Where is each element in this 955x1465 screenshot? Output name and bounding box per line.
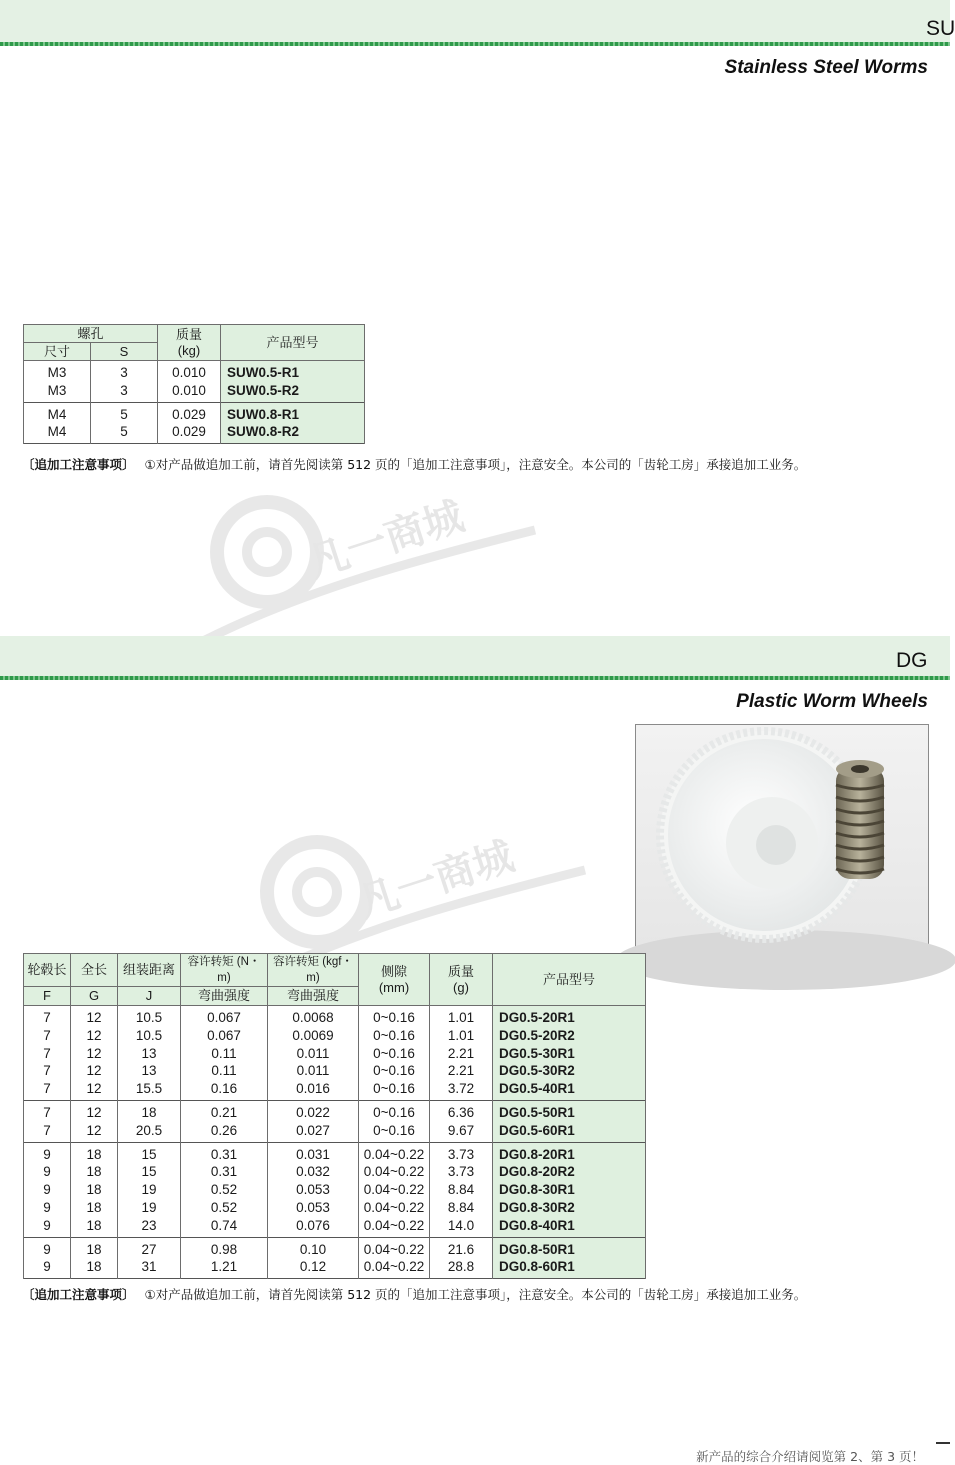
cell-torque-kgfm: 0.10 [268, 1237, 359, 1258]
table-row [24, 423, 365, 443]
cell-mass: 0.029 [158, 402, 221, 423]
cell-mass: 9.67 [430, 1122, 493, 1142]
cell-backlash: 0~0.16 [359, 1045, 430, 1063]
cell-mass: 21.6 [430, 1237, 493, 1258]
cell-model: DG0.5-20R1 [493, 1006, 646, 1027]
cell-total-length: 18 [71, 1142, 118, 1163]
cell-torque-nm: 0.21 [181, 1100, 268, 1121]
cell-mass: 2.21 [430, 1045, 493, 1063]
cell-mass: 28.8 [430, 1258, 493, 1278]
cell-mass: 1.01 [430, 1027, 493, 1045]
cell-s: 5 [91, 402, 158, 423]
table-row [24, 1142, 646, 1163]
cell-torque-nm: 0.98 [181, 1237, 268, 1258]
header-j: J [118, 987, 181, 1006]
cell-torque-kgfm: 0.053 [268, 1181, 359, 1199]
note-label: 〔追加工注意事项〕 [22, 1287, 135, 1302]
cell-backlash: 0.04~0.22 [359, 1181, 430, 1199]
header-torque-nm: 容许转矩 (N・m) [181, 954, 268, 987]
cell-backlash: 0.04~0.22 [359, 1163, 430, 1181]
cell-model: DG0.8-20R1 [493, 1142, 646, 1163]
cell-hub-length: 9 [24, 1142, 71, 1163]
header-mass-unit: (kg) [177, 342, 201, 358]
header-mass [158, 325, 221, 361]
worm-wheel-image [636, 725, 928, 950]
cell-mass: 8.84 [430, 1181, 493, 1199]
cell-model: DG0.8-30R2 [493, 1199, 646, 1217]
cell-total-length: 18 [71, 1163, 118, 1181]
footer-note: 新产品的综合介绍请阅览第 2、第 3 页！ [696, 1449, 924, 1464]
cell-hub-length: 9 [24, 1163, 71, 1181]
table-row [24, 1062, 646, 1080]
cell-total-length: 12 [71, 1122, 118, 1142]
cell-mass: 6.36 [430, 1100, 493, 1121]
header-model: 产品型号 [493, 954, 646, 1006]
table-row [24, 1258, 646, 1278]
cell-hub-length: 9 [24, 1237, 71, 1258]
cell-size: M4 [24, 423, 91, 443]
cell-backlash: 0~0.16 [359, 1080, 430, 1100]
cell-torque-nm: 1.21 [181, 1258, 268, 1278]
cell-torque-nm: 0.31 [181, 1163, 268, 1181]
header-f: F [24, 987, 71, 1006]
cell-total-length: 18 [71, 1217, 118, 1237]
header-hub-length: 轮毂长 [24, 954, 71, 987]
cell-model: SUW0.5-R2 [221, 382, 365, 402]
table-row [24, 1080, 646, 1100]
cell-torque-kgfm: 0.022 [268, 1100, 359, 1121]
cell-model: DG0.5-20R2 [493, 1027, 646, 1045]
table-group [24, 402, 365, 444]
cell-hub-length: 7 [24, 1122, 71, 1142]
cell-model: DG0.5-60R1 [493, 1122, 646, 1142]
section-code: DG [896, 649, 928, 672]
cell-mass: 2.21 [430, 1062, 493, 1080]
cell-backlash: 0.04~0.22 [359, 1217, 430, 1237]
cell-backlash: 0~0.16 [359, 1006, 430, 1027]
cell-mounting-distance: 10.5 [118, 1027, 181, 1045]
header-mass-label: 质量 [447, 963, 474, 979]
cell-torque-nm: 0.52 [181, 1181, 268, 1199]
table-row [24, 1122, 646, 1142]
header-mass-unit: (g) [453, 979, 469, 995]
cell-total-length: 12 [71, 1045, 118, 1063]
cell-torque-kgfm: 0.0069 [268, 1027, 359, 1045]
header-torque-kgfm: 容许转矩 (kgf・m) [268, 954, 359, 987]
cell-hub-length: 9 [24, 1258, 71, 1278]
cell-backlash: 0.04~0.22 [359, 1142, 430, 1163]
section-header-band [0, 636, 950, 678]
cell-mass: 8.84 [430, 1199, 493, 1217]
cell-backlash: 0~0.16 [359, 1062, 430, 1080]
table-row [24, 1181, 646, 1199]
cell-hub-length: 9 [24, 1217, 71, 1237]
cell-model: SUW0.8-R2 [221, 423, 365, 443]
cell-model: DG0.8-40R1 [493, 1217, 646, 1237]
note-text: ①对产品做追加工前，请首先阅读第 512 页的「追加工注意事项」，注意安全。本公司的「齿轮工房」承接追加工业务。 [144, 457, 807, 472]
header-hole: 螺孔 [24, 325, 158, 343]
cell-mounting-distance: 15.5 [118, 1080, 181, 1100]
cell-total-length: 12 [71, 1080, 118, 1100]
cell-torque-kgfm: 0.011 [268, 1045, 359, 1063]
header-backlash-unit: (mm) [378, 979, 410, 995]
cell-hub-length: 7 [24, 1080, 71, 1100]
cell-total-length: 12 [71, 1062, 118, 1080]
cell-hub-length: 9 [24, 1199, 71, 1217]
cell-torque-nm: 0.067 [181, 1027, 268, 1045]
cell-model: DG0.8-60R1 [493, 1258, 646, 1278]
cell-hub-length: 7 [24, 1027, 71, 1045]
cell-mounting-distance: 27 [118, 1237, 181, 1258]
cell-mounting-distance: 23 [118, 1217, 181, 1237]
cell-model: SUW0.8-R1 [221, 402, 365, 423]
watermark-text: 凡一商城 [352, 833, 520, 927]
cell-torque-kgfm: 0.027 [268, 1122, 359, 1142]
cell-model: DG0.5-30R1 [493, 1045, 646, 1063]
cell-total-length: 18 [71, 1181, 118, 1199]
cell-total-length: 18 [71, 1258, 118, 1278]
cell-torque-kgfm: 0.011 [268, 1062, 359, 1080]
cell-torque-nm: 0.16 [181, 1080, 268, 1100]
watermark-logo [185, 470, 545, 660]
cell-mass: 3.72 [430, 1080, 493, 1100]
cell-mounting-distance: 13 [118, 1045, 181, 1063]
cell-mounting-distance: 19 [118, 1199, 181, 1217]
cell-model: DG0.5-50R1 [493, 1100, 646, 1121]
suw-spec-table [23, 324, 365, 444]
cell-size: M4 [24, 402, 91, 423]
header-rule [0, 42, 950, 46]
section-header-band [0, 0, 950, 44]
table-group [24, 361, 365, 403]
cell-backlash: 0.04~0.22 [359, 1199, 430, 1217]
cell-mounting-distance: 20.5 [118, 1122, 181, 1142]
machining-note [22, 1285, 806, 1303]
section-title: Stainless Steel Worms [724, 57, 928, 78]
cell-torque-nm: 0.067 [181, 1006, 268, 1027]
cell-mass: 0.010 [158, 361, 221, 382]
cell-torque-nm: 0.74 [181, 1217, 268, 1237]
header-bending-strength: 弯曲强度 [268, 987, 359, 1006]
cell-backlash: 0.04~0.22 [359, 1237, 430, 1258]
cell-torque-kgfm: 0.12 [268, 1258, 359, 1278]
header-total-length: 全长 [71, 954, 118, 987]
table-row [24, 1217, 646, 1237]
table-row [24, 402, 365, 423]
cell-backlash: 0~0.16 [359, 1122, 430, 1142]
header-s: S [91, 343, 158, 361]
cell-mounting-distance: 31 [118, 1258, 181, 1278]
header-backlash [359, 954, 430, 1006]
header-rule [0, 676, 950, 680]
cell-mass: 14.0 [430, 1217, 493, 1237]
table-row [24, 361, 365, 382]
cell-torque-nm: 0.26 [181, 1122, 268, 1142]
cell-total-length: 12 [71, 1006, 118, 1027]
cell-torque-kgfm: 0.0068 [268, 1006, 359, 1027]
cell-mass: 3.73 [430, 1163, 493, 1181]
cell-model: DG0.8-30R1 [493, 1181, 646, 1199]
table-group [24, 1142, 646, 1237]
note-text: ①对产品做追加工前，请首先阅读第 512 页的「追加工注意事项」，注意安全。本公司的「齿轮工房」承接追加工业务。 [144, 1287, 807, 1302]
cell-mass: 0.029 [158, 423, 221, 443]
section-title: Plastic Worm Wheels [736, 691, 928, 712]
cell-total-length: 18 [71, 1199, 118, 1217]
table-row [24, 1027, 646, 1045]
table-row [24, 1163, 646, 1181]
cell-mounting-distance: 13 [118, 1062, 181, 1080]
cell-mounting-distance: 15 [118, 1142, 181, 1163]
header-g: G [71, 987, 118, 1006]
table-row [24, 1100, 646, 1121]
cell-mounting-distance: 10.5 [118, 1006, 181, 1027]
table-group [24, 1006, 646, 1101]
note-label: 〔追加工注意事项〕 [22, 457, 135, 472]
cell-torque-kgfm: 0.031 [268, 1142, 359, 1163]
dg-spec-table [23, 953, 646, 1279]
cell-mounting-distance: 18 [118, 1100, 181, 1121]
table-row [24, 1006, 646, 1027]
header-bending-strength: 弯曲强度 [181, 987, 268, 1006]
cell-mounting-distance: 19 [118, 1181, 181, 1199]
cell-torque-nm: 0.52 [181, 1199, 268, 1217]
watermark-text: 凡一商城 [302, 493, 470, 587]
table-row [24, 1237, 646, 1258]
cell-mounting-distance: 15 [118, 1163, 181, 1181]
header-mass-label: 质量 [175, 326, 202, 342]
table-row [24, 1199, 646, 1217]
cell-size: M3 [24, 361, 91, 382]
section-code: SU [926, 17, 955, 40]
header-model: 产品型号 [221, 325, 365, 361]
cell-torque-nm: 0.11 [181, 1062, 268, 1080]
cell-mass: 0.010 [158, 382, 221, 402]
table-row [24, 1045, 646, 1063]
header-backlash-label: 侧隙 [380, 963, 407, 979]
cell-backlash: 0.04~0.22 [359, 1258, 430, 1278]
cell-torque-nm: 0.11 [181, 1045, 268, 1063]
cell-mass: 1.01 [430, 1006, 493, 1027]
header-mass [430, 954, 493, 1006]
cell-torque-kgfm: 0.016 [268, 1080, 359, 1100]
cell-hub-length: 9 [24, 1181, 71, 1199]
cell-backlash: 0~0.16 [359, 1027, 430, 1045]
table-group [24, 1237, 646, 1279]
cell-total-length: 18 [71, 1237, 118, 1258]
header-size: 尺寸 [24, 343, 91, 361]
cell-total-length: 12 [71, 1027, 118, 1045]
cell-model: DG0.5-30R2 [493, 1062, 646, 1080]
cell-model: DG0.8-50R1 [493, 1237, 646, 1258]
cell-model: DG0.8-20R2 [493, 1163, 646, 1181]
cell-torque-kgfm: 0.053 [268, 1199, 359, 1217]
header-mounting-distance: 组装距离 [118, 954, 181, 987]
cell-hub-length: 7 [24, 1045, 71, 1063]
cell-backlash: 0~0.16 [359, 1100, 430, 1121]
cell-mass: 3.73 [430, 1142, 493, 1163]
cell-size: M3 [24, 382, 91, 402]
cell-torque-kgfm: 0.076 [268, 1217, 359, 1237]
cell-total-length: 12 [71, 1100, 118, 1121]
table-group [24, 1100, 646, 1142]
cell-s: 3 [91, 361, 158, 382]
cell-hub-length: 7 [24, 1006, 71, 1027]
footer-rule [936, 1442, 950, 1444]
cell-s: 3 [91, 382, 158, 402]
cell-hub-length: 7 [24, 1100, 71, 1121]
table-row [24, 382, 365, 402]
cell-s: 5 [91, 423, 158, 443]
cell-model: DG0.5-40R1 [493, 1080, 646, 1100]
cell-model: SUW0.5-R1 [221, 361, 365, 382]
cell-hub-length: 7 [24, 1062, 71, 1080]
cell-torque-nm: 0.31 [181, 1142, 268, 1163]
product-photo [635, 724, 929, 951]
cell-torque-kgfm: 0.032 [268, 1163, 359, 1181]
